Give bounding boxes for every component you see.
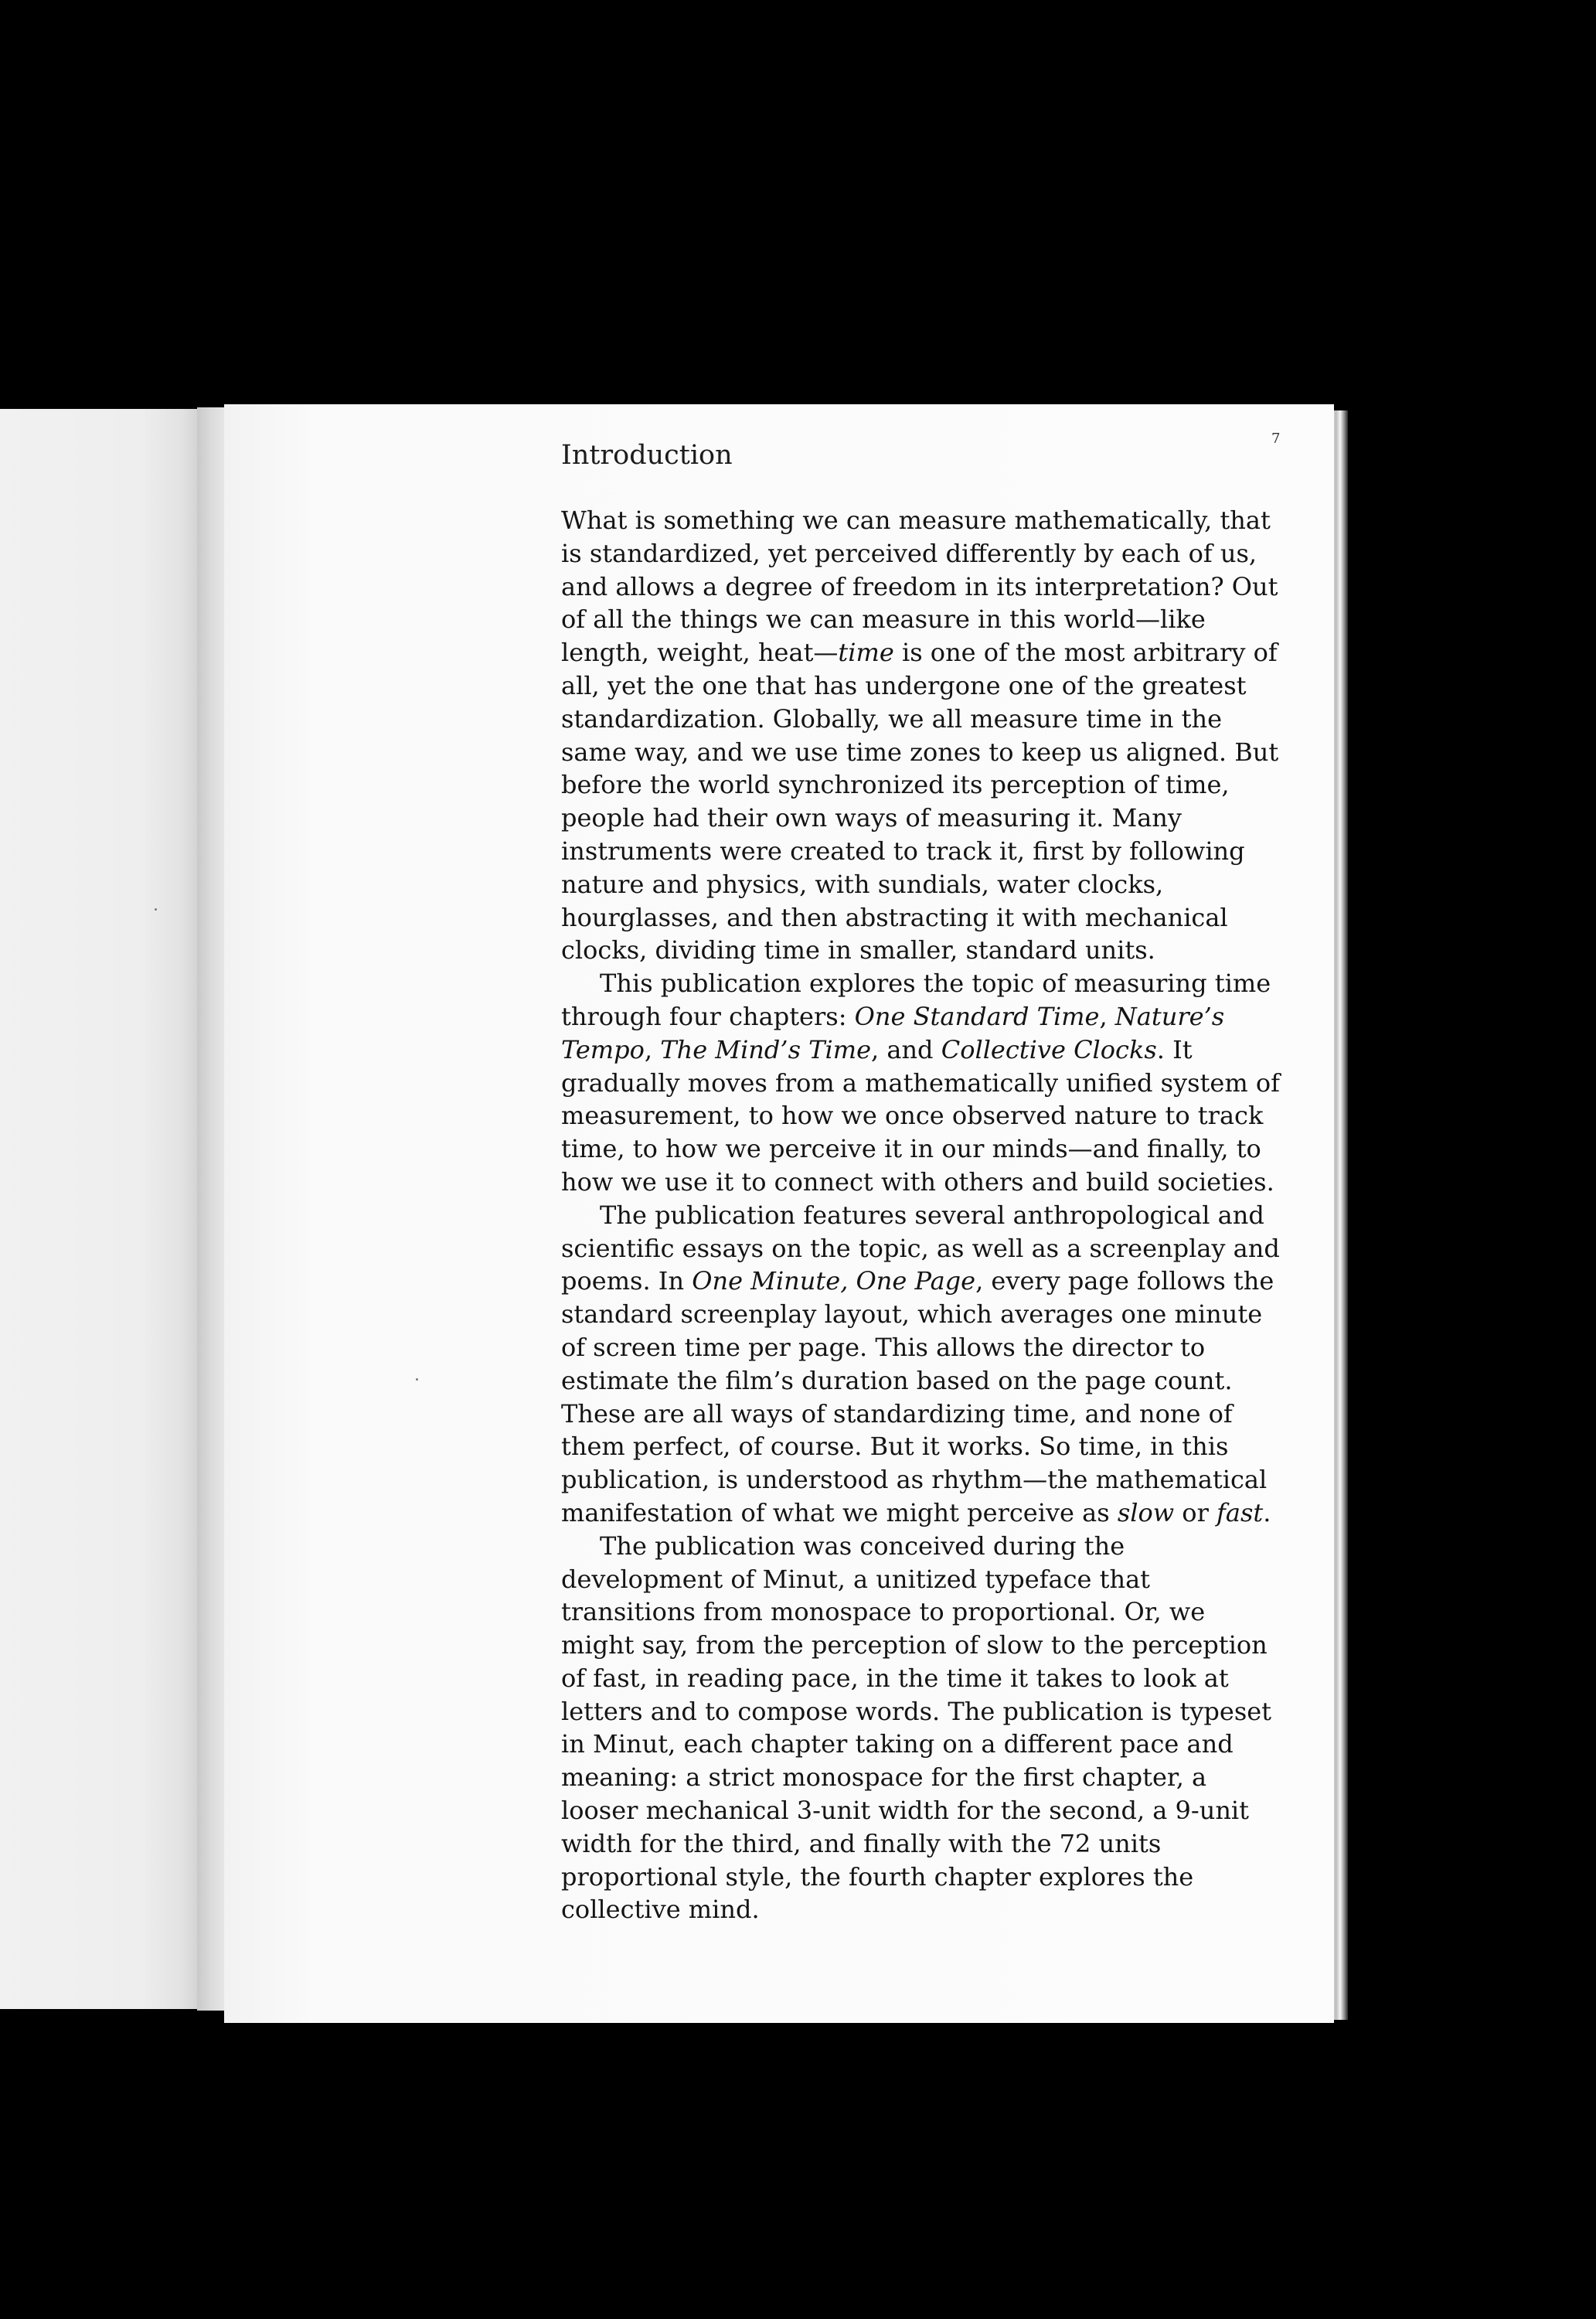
text-run: , bbox=[1099, 1001, 1115, 1031]
text-run: is one of the most arbitrary of all, yet the one that has undergone one of the greatest standardization. Globally, we all measure time in the same way, and we use time zones to keep us aligned. But before the world synchronized its perception of time, people had their own ways of measuring it. Many instruments were created to track it, first by following nature and physics, with sundials, water clocks, hourglasses, and then abstracting it with mechanical clocks, dividing time in smaller, standard units. bbox=[561, 638, 1279, 965]
page-number: 7 bbox=[1271, 431, 1281, 447]
text-run: . bbox=[1263, 1497, 1271, 1527]
body-text bbox=[561, 504, 1284, 1926]
italic-title: One Standard Time bbox=[854, 1001, 1100, 1031]
italic-title: slow bbox=[1117, 1497, 1175, 1527]
text-run: The publication was conceived during the development of Minut, a unitized typeface that transitions from monospace to proportional. Or, we might say, from the perception of slow to the perception of fast, in reading pace, in the time it takes to look at letters and to compose words. The publication is typeset in Minut, each chapter taking on a different pace and meaning: a strict monospace for the first chapter, a looser mechanical 3-unit width for the second, a 9-unit width for the third, and finally with the 72 units proportional style, the fourth chapter explores the collective mind. bbox=[561, 1531, 1272, 1925]
italic-title: time bbox=[838, 638, 894, 668]
paper-speck bbox=[416, 1378, 418, 1381]
italic-title: Nature’s Tempo bbox=[561, 1001, 1225, 1064]
italic-title: The Mind’s Time bbox=[660, 1034, 872, 1064]
text-run: What is something we can measure mathematically, that is standardized, yet perceived differently by each of us, and allows a degree of freedom in its interpretation? Out of all the things we can measure in this world—like length, weight, heat— bbox=[561, 506, 1278, 668]
italic-title: Collective Clocks bbox=[941, 1034, 1157, 1064]
left-page bbox=[0, 409, 202, 2009]
paragraph bbox=[561, 1199, 1284, 1530]
text-run: This publication explores the topic of measuring time through four chapters: bbox=[561, 969, 1271, 1031]
text-run: or bbox=[1174, 1497, 1217, 1527]
italic-title: fast bbox=[1217, 1497, 1264, 1527]
italic-title: One Minute, One Page bbox=[692, 1266, 976, 1296]
open-book bbox=[0, 404, 1348, 2023]
text-run: , bbox=[644, 1034, 661, 1064]
paper-speck bbox=[155, 908, 157, 911]
text-run: . It gradually moves from a mathematically unified system of measurement, to how we once observed nature to track time, to how we perceive it in our minds—and finally, to how we use it to connect with others and build societies. bbox=[561, 1034, 1280, 1197]
text-run: , every page follows the standard screenplay layout, which averages one minute of screen time per page. This allows the director to estimate the film’s duration based on the page count. These are all ways of standardizing time, and none of them perfect, of course. But it works. So time, in this publication, is understood as rhythm—the mathematical manifestation of what we might perceive as bbox=[561, 1266, 1274, 1527]
right-page bbox=[224, 404, 1334, 2023]
paragraph bbox=[561, 504, 1284, 967]
running-head: Introduction bbox=[561, 440, 733, 471]
text-run: , and bbox=[871, 1034, 941, 1064]
text-run: The publication features several anthropological and scientific essays on the topic, as well as a screenplay and poems. In bbox=[561, 1200, 1280, 1296]
paragraph bbox=[561, 967, 1284, 1199]
paragraph bbox=[561, 1530, 1284, 1927]
